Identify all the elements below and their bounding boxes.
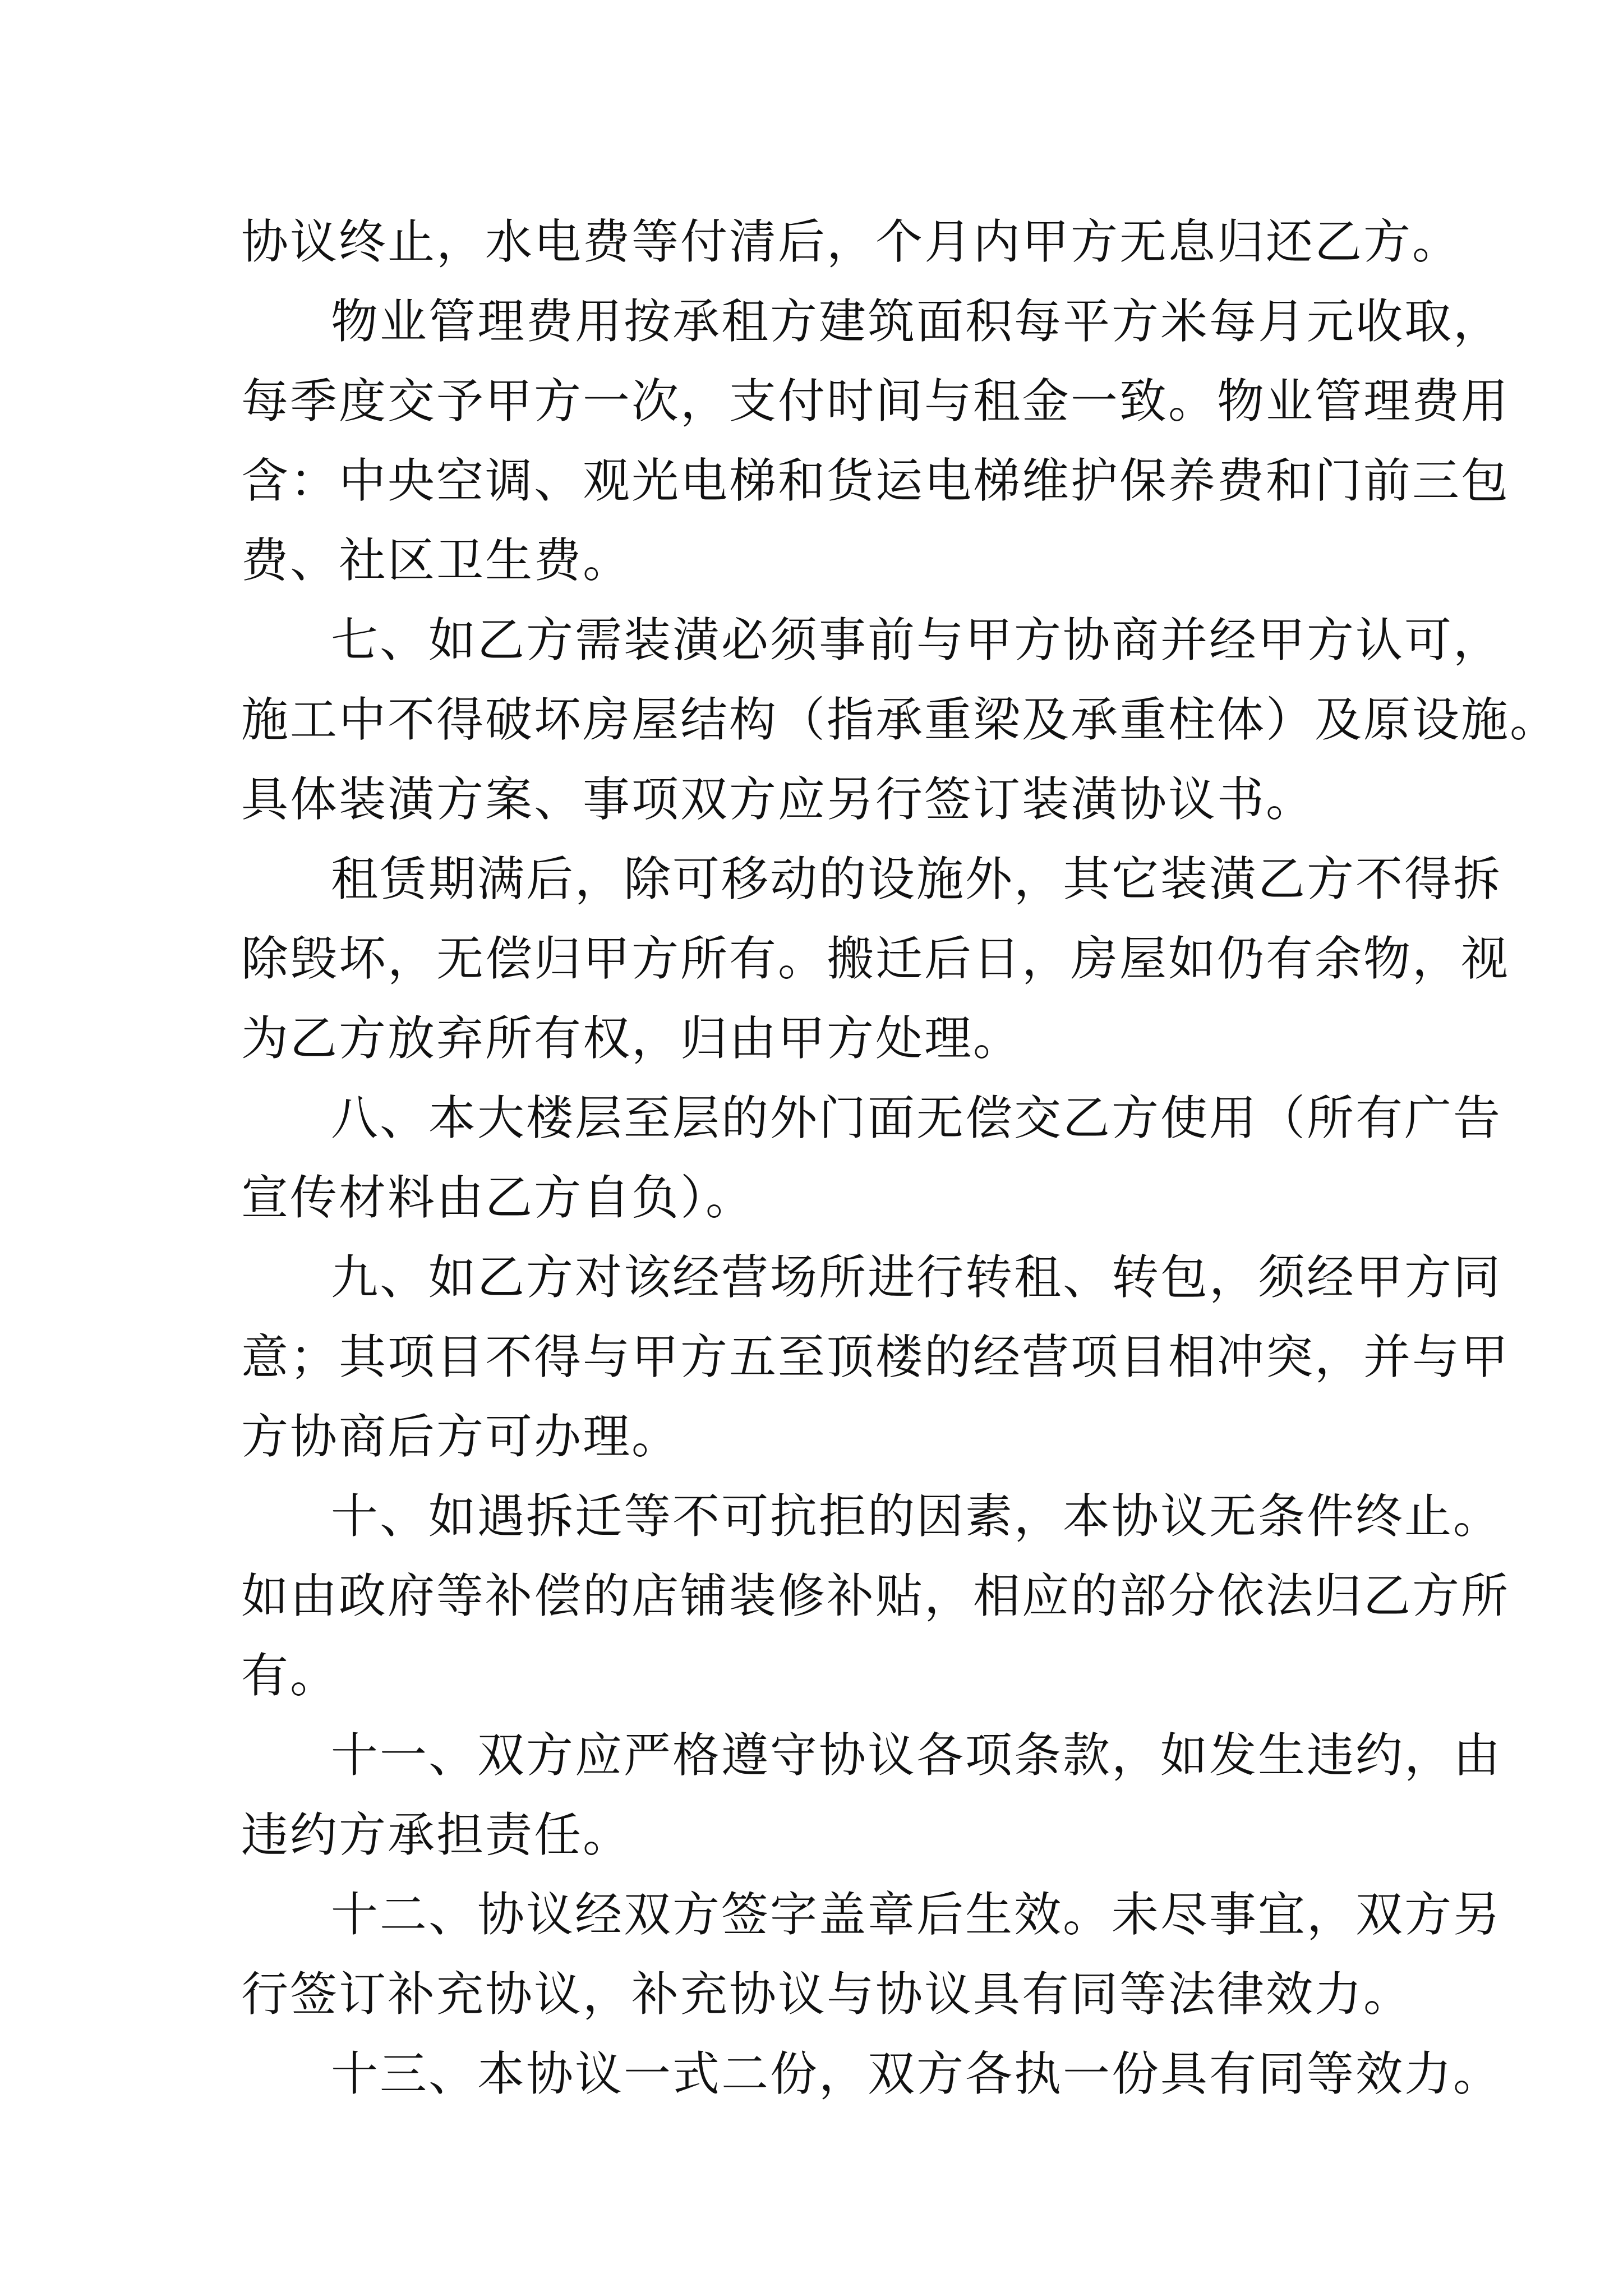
text-line: 除毁坏，无偿归甲方所有。搬迁后日，房屋如仍有余物，视: [241, 931, 1510, 986]
text-line: 违约方承担责任。: [241, 1807, 632, 1862]
text-line: 协议终止，水电费等付清后，个月内甲方无息归还乙方。: [241, 214, 1461, 269]
text-line: 含：中央空调、观光电梯和货运电梯维护保养费和门前三包: [241, 453, 1510, 508]
text-line: 九、如乙方对该经营场所进行转租、转包，须经甲方同: [331, 1250, 1502, 1305]
text-line: 意；其项目不得与甲方五至顶楼的经营项目相冲突，并与甲: [241, 1329, 1510, 1384]
text-line: 为乙方放弃所有权，归由甲方处理。: [241, 1011, 1022, 1066]
text-line: 有。: [241, 1648, 339, 1703]
document-body: [241, 202, 1559, 2114]
text-line: 物业管理费用按承租方建筑面积每平方米每月元收取，: [331, 294, 1502, 349]
text-line: 每季度交予甲方一次，支付时间与租金一致。物业管理费用: [241, 374, 1510, 429]
text-line: 费、社区卫生费。: [241, 533, 632, 588]
text-line: 租赁期满后，除可移动的设施外，其它装潢乙方不得拆: [331, 852, 1502, 907]
text-line: 十一、双方应严格遵守协议各项条款，如发生违约，由: [331, 1728, 1502, 1783]
text-line: 八、本大楼层至层的外门面无偿交乙方使用（所有广告: [331, 1091, 1502, 1145]
text-line: 方协商后方可办理。: [241, 1409, 681, 1464]
text-line: 七、如乙方需装潢必须事前与甲方协商并经甲方认可，: [331, 613, 1502, 668]
text-line: 宣传材料由乙方自负）。: [241, 1170, 755, 1225]
text-line: 十三、本协议一式二份，双方各执一份具有同等效力。: [331, 2046, 1502, 2101]
text-line: 具体装潢方案、事项双方应另行签订装潢协议书。: [241, 772, 1315, 827]
text-line: 施工中不得破坏房屋结构（指承重梁及承重柱体）及原设施。: [241, 692, 1559, 747]
text-line: 十、如遇拆迁等不可抗拒的因素，本协议无条件终止。: [331, 1489, 1502, 1544]
text-line: 行签订补充协议，补充协议与协议具有同等法律效力。: [241, 1967, 1413, 2022]
text-line: 十二、协议经双方签字盖章后生效。未尽事宜，双方另: [331, 1887, 1502, 1942]
text-line: 如由政府等补偿的店铺装修补贴，相应的部分依法归乙方所: [241, 1568, 1510, 1623]
